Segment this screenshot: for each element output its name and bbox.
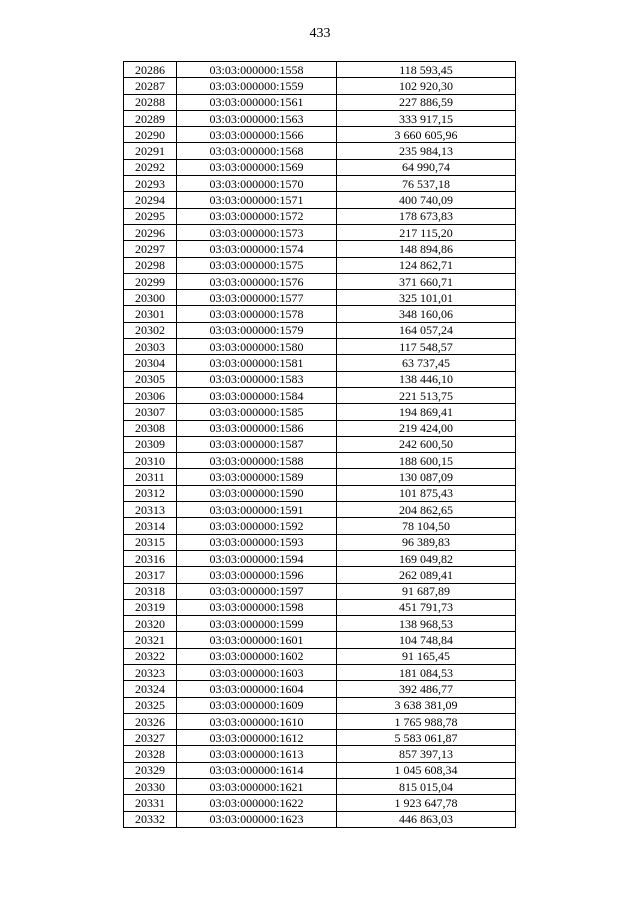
cadastral-number-cell: 03:03:000000:1597	[177, 583, 337, 599]
cadastral-value-cell: 101 875,43	[337, 485, 516, 501]
cadastral-number-cell: 03:03:000000:1584	[177, 387, 337, 403]
cadastral-number-cell: 03:03:000000:1602	[177, 648, 337, 664]
cadastral-number-cell: 03:03:000000:1601	[177, 632, 337, 648]
table-row	[124, 355, 516, 371]
cadastral-number-cell: 03:03:000000:1581	[177, 355, 337, 371]
cadastral-number-cell: 03:03:000000:1598	[177, 599, 337, 615]
row-index-cell: 20328	[124, 746, 177, 762]
row-index-cell: 20293	[124, 176, 177, 192]
row-index-cell: 20291	[124, 143, 177, 159]
row-index-cell: 20292	[124, 159, 177, 175]
row-index-cell: 20329	[124, 762, 177, 778]
table-row	[124, 502, 516, 518]
row-index-cell: 20303	[124, 339, 177, 355]
cadastral-value-cell: 96 389,83	[337, 534, 516, 550]
cadastral-number-cell: 03:03:000000:1599	[177, 616, 337, 632]
cadastral-number-cell: 03:03:000000:1613	[177, 746, 337, 762]
cadastral-value-cell: 451 791,73	[337, 599, 516, 615]
cadastral-value-cell: 333 917,15	[337, 110, 516, 126]
cadastral-number-cell: 03:03:000000:1588	[177, 453, 337, 469]
cadastral-value-cell: 371 660,71	[337, 273, 516, 289]
cadastral-number-cell: 03:03:000000:1571	[177, 192, 337, 208]
table-row	[124, 762, 516, 778]
table-row	[124, 453, 516, 469]
cadastral-value-cell: 325 101,01	[337, 290, 516, 306]
table-row	[124, 583, 516, 599]
table-row	[124, 176, 516, 192]
row-index-cell: 20298	[124, 257, 177, 273]
table-row	[124, 290, 516, 306]
cadastral-value-cell: 64 990,74	[337, 159, 516, 175]
row-index-cell: 20310	[124, 453, 177, 469]
table-row	[124, 534, 516, 550]
cadastral-number-cell: 03:03:000000:1592	[177, 518, 337, 534]
table-row	[124, 110, 516, 126]
cadastral-number-cell: 03:03:000000:1590	[177, 485, 337, 501]
cadastral-value-cell: 446 863,03	[337, 811, 516, 827]
cadastral-number-cell: 03:03:000000:1604	[177, 681, 337, 697]
row-index-cell: 20294	[124, 192, 177, 208]
table-row	[124, 78, 516, 94]
cadastral-number-cell: 03:03:000000:1587	[177, 436, 337, 452]
table-row	[124, 648, 516, 664]
table-row	[124, 436, 516, 452]
row-index-cell: 20332	[124, 811, 177, 827]
row-index-cell: 20306	[124, 387, 177, 403]
cadastral-number-cell: 03:03:000000:1622	[177, 795, 337, 811]
row-index-cell: 20297	[124, 241, 177, 257]
cadastral-value-cell: 217 115,20	[337, 224, 516, 240]
cadastral-value-cell: 857 397,13	[337, 746, 516, 762]
cadastral-number-cell: 03:03:000000:1621	[177, 779, 337, 795]
cadastral-number-cell: 03:03:000000:1580	[177, 339, 337, 355]
table-row	[124, 420, 516, 436]
cadastral-number-cell: 03:03:000000:1570	[177, 176, 337, 192]
cadastral-number-cell: 03:03:000000:1603	[177, 664, 337, 680]
cadastral-value-cell: 242 600,50	[337, 436, 516, 452]
table-row	[124, 339, 516, 355]
table-row	[124, 599, 516, 615]
row-index-cell: 20320	[124, 616, 177, 632]
cadastral-value-cell: 117 548,57	[337, 339, 516, 355]
cadastral-number-cell: 03:03:000000:1596	[177, 567, 337, 583]
row-index-cell: 20315	[124, 534, 177, 550]
row-index-cell: 20330	[124, 779, 177, 795]
row-index-cell: 20318	[124, 583, 177, 599]
table-row	[124, 632, 516, 648]
cadastral-number-cell: 03:03:000000:1566	[177, 127, 337, 143]
cadastral-number-cell: 03:03:000000:1569	[177, 159, 337, 175]
cadastral-value-cell: 1 765 988,78	[337, 713, 516, 729]
table-row	[124, 795, 516, 811]
table-body	[124, 62, 516, 828]
cadastral-value-cell: 235 984,13	[337, 143, 516, 159]
row-index-cell: 20304	[124, 355, 177, 371]
table-row	[124, 681, 516, 697]
table-row	[124, 697, 516, 713]
row-index-cell: 20295	[124, 208, 177, 224]
row-index-cell: 20309	[124, 436, 177, 452]
cadastral-value-cell: 76 537,18	[337, 176, 516, 192]
row-index-cell: 20311	[124, 469, 177, 485]
cadastral-value-cell: 124 862,71	[337, 257, 516, 273]
cadastral-value-cell: 194 869,41	[337, 404, 516, 420]
table-row	[124, 371, 516, 387]
table-row	[124, 730, 516, 746]
row-index-cell: 20327	[124, 730, 177, 746]
cadastral-value-cell: 118 593,45	[337, 62, 516, 78]
cadastral-number-cell: 03:03:000000:1573	[177, 224, 337, 240]
cadastral-value-cell: 188 600,15	[337, 453, 516, 469]
cadastral-number-cell: 03:03:000000:1561	[177, 94, 337, 110]
table-row	[124, 224, 516, 240]
cadastral-value-cell: 169 049,82	[337, 550, 516, 566]
row-index-cell: 20289	[124, 110, 177, 126]
cadastral-value-cell: 815 015,04	[337, 779, 516, 795]
cadastral-number-cell: 03:03:000000:1563	[177, 110, 337, 126]
table-row	[124, 550, 516, 566]
row-index-cell: 20312	[124, 485, 177, 501]
table-row	[124, 567, 516, 583]
row-index-cell: 20325	[124, 697, 177, 713]
table-row	[124, 518, 516, 534]
cadastral-value-cell: 148 894,86	[337, 241, 516, 257]
row-index-cell: 20314	[124, 518, 177, 534]
cadastral-value-cell: 204 862,65	[337, 502, 516, 518]
cadastral-value-cell: 392 486,77	[337, 681, 516, 697]
cadastral-number-cell: 03:03:000000:1609	[177, 697, 337, 713]
cadastral-number-cell: 03:03:000000:1583	[177, 371, 337, 387]
row-index-cell: 20322	[124, 648, 177, 664]
table-row	[124, 404, 516, 420]
cadastral-value-cell: 104 748,84	[337, 632, 516, 648]
cadastral-value-cell: 5 583 061,87	[337, 730, 516, 746]
row-index-cell: 20288	[124, 94, 177, 110]
cadastral-number-cell: 03:03:000000:1559	[177, 78, 337, 94]
row-index-cell: 20321	[124, 632, 177, 648]
row-index-cell: 20324	[124, 681, 177, 697]
cadastral-value-cell: 400 740,09	[337, 192, 516, 208]
row-index-cell: 20323	[124, 664, 177, 680]
cadastral-value-cell: 3 660 605,96	[337, 127, 516, 143]
row-index-cell: 20300	[124, 290, 177, 306]
row-index-cell: 20331	[124, 795, 177, 811]
table-row	[124, 387, 516, 403]
table-row	[124, 241, 516, 257]
table-row	[124, 664, 516, 680]
cadastral-number-cell: 03:03:000000:1594	[177, 550, 337, 566]
row-index-cell: 20326	[124, 713, 177, 729]
cadastral-value-cell: 3 638 381,09	[337, 697, 516, 713]
row-index-cell: 20316	[124, 550, 177, 566]
row-index-cell: 20299	[124, 273, 177, 289]
cadastral-number-cell: 03:03:000000:1574	[177, 241, 337, 257]
cadastral-number-cell: 03:03:000000:1591	[177, 502, 337, 518]
row-index-cell: 20290	[124, 127, 177, 143]
cadastral-number-cell: 03:03:000000:1610	[177, 713, 337, 729]
table-row	[124, 811, 516, 827]
table-row	[124, 127, 516, 143]
cadastral-value-cell: 102 920,30	[337, 78, 516, 94]
table-row	[124, 322, 516, 338]
row-index-cell: 20319	[124, 599, 177, 615]
cadastral-value-cell: 227 886,59	[337, 94, 516, 110]
cadastral-number-cell: 03:03:000000:1585	[177, 404, 337, 420]
table-row	[124, 192, 516, 208]
row-index-cell: 20296	[124, 224, 177, 240]
cadastral-value-cell: 178 673,83	[337, 208, 516, 224]
cadastral-number-cell: 03:03:000000:1578	[177, 306, 337, 322]
cadastral-number-cell: 03:03:000000:1593	[177, 534, 337, 550]
cadastral-number-cell: 03:03:000000:1586	[177, 420, 337, 436]
cadastral-number-cell: 03:03:000000:1575	[177, 257, 337, 273]
row-index-cell: 20286	[124, 62, 177, 78]
row-index-cell: 20305	[124, 371, 177, 387]
table-row	[124, 257, 516, 273]
cadastral-number-cell: 03:03:000000:1577	[177, 290, 337, 306]
cadastral-value-cell: 138 446,10	[337, 371, 516, 387]
table-row	[124, 485, 516, 501]
page-number: 433	[309, 26, 331, 41]
table-row	[124, 143, 516, 159]
table-row	[124, 713, 516, 729]
table-row	[124, 94, 516, 110]
cadastral-number-cell: 03:03:000000:1572	[177, 208, 337, 224]
cadastral-value-cell: 78 104,50	[337, 518, 516, 534]
cadastral-value-cell: 181 084,53	[337, 664, 516, 680]
table-row	[124, 616, 516, 632]
cadastral-value-cell: 138 968,53	[337, 616, 516, 632]
row-index-cell: 20302	[124, 322, 177, 338]
cadastral-value-cell: 164 057,24	[337, 322, 516, 338]
cadastral-value-cell: 130 087,09	[337, 469, 516, 485]
cadastral-value-cell: 262 089,41	[337, 567, 516, 583]
cadastral-value-table	[123, 61, 516, 828]
row-index-cell: 20317	[124, 567, 177, 583]
cadastral-number-cell: 03:03:000000:1579	[177, 322, 337, 338]
row-index-cell: 20287	[124, 78, 177, 94]
row-index-cell: 20313	[124, 502, 177, 518]
cadastral-number-cell: 03:03:000000:1589	[177, 469, 337, 485]
cadastral-value-cell: 1 045 608,34	[337, 762, 516, 778]
cadastral-value-cell: 221 513,75	[337, 387, 516, 403]
cadastral-value-cell: 1 923 647,78	[337, 795, 516, 811]
table-row	[124, 779, 516, 795]
cadastral-value-cell: 219 424,00	[337, 420, 516, 436]
row-index-cell: 20301	[124, 306, 177, 322]
table-row	[124, 469, 516, 485]
row-index-cell: 20308	[124, 420, 177, 436]
table-row	[124, 159, 516, 175]
cadastral-number-cell: 03:03:000000:1623	[177, 811, 337, 827]
table-row	[124, 306, 516, 322]
cadastral-value-cell: 91 165,45	[337, 648, 516, 664]
table-row	[124, 746, 516, 762]
cadastral-value-cell: 91 687,89	[337, 583, 516, 599]
table-row	[124, 273, 516, 289]
cadastral-number-cell: 03:03:000000:1576	[177, 273, 337, 289]
cadastral-value-cell: 63 737,45	[337, 355, 516, 371]
cadastral-number-cell: 03:03:000000:1568	[177, 143, 337, 159]
row-index-cell: 20307	[124, 404, 177, 420]
cadastral-number-cell: 03:03:000000:1612	[177, 730, 337, 746]
table-row	[124, 208, 516, 224]
cadastral-number-cell: 03:03:000000:1558	[177, 62, 337, 78]
cadastral-value-cell: 348 160,06	[337, 306, 516, 322]
table-row	[124, 62, 516, 78]
cadastral-number-cell: 03:03:000000:1614	[177, 762, 337, 778]
